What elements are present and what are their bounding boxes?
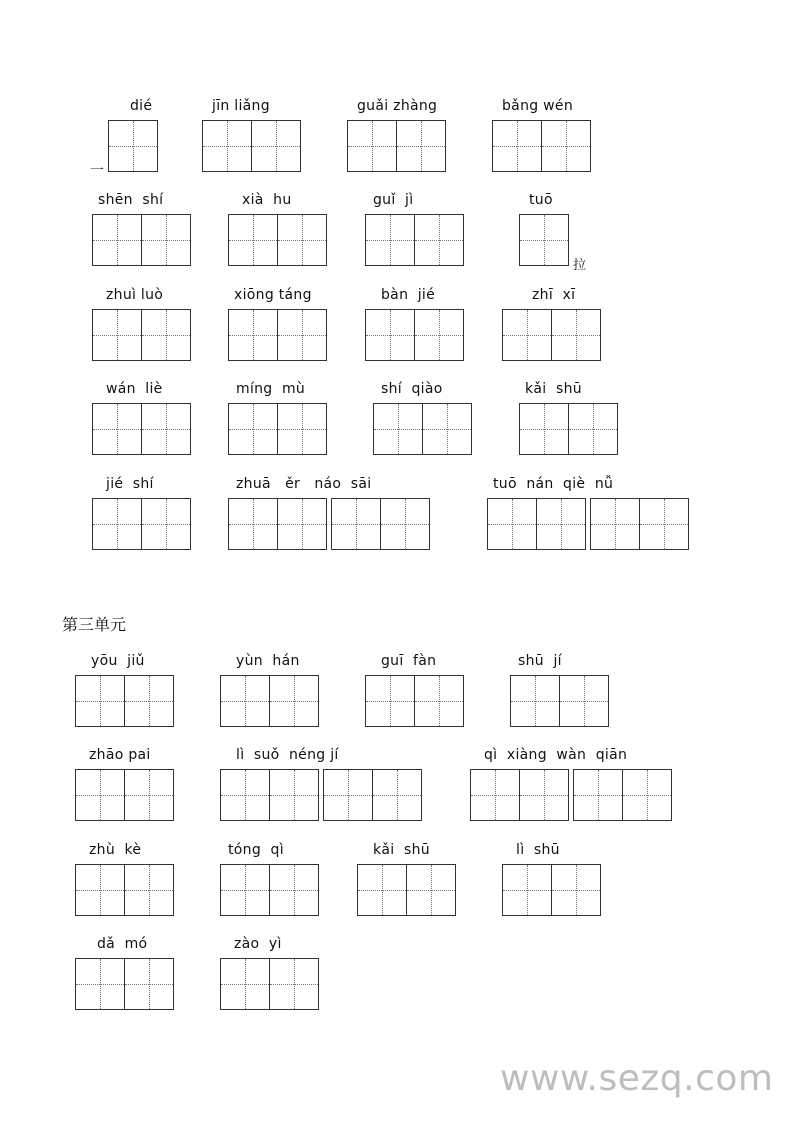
- tianzige-cell[interactable]: [568, 403, 618, 455]
- writing-grid: [228, 309, 327, 361]
- watermark: www.sezq.com: [500, 1058, 774, 1099]
- pinyin-label: bǎng wén: [502, 98, 574, 114]
- writing-grid: [470, 769, 672, 821]
- tianzige-cell[interactable]: [228, 403, 278, 455]
- tianzige-cell[interactable]: [228, 498, 278, 550]
- writing-grid: [487, 498, 689, 550]
- pinyin-label: zhuì luò: [106, 287, 164, 303]
- tianzige-cell[interactable]: [414, 675, 464, 727]
- pinyin-label: xià hu: [242, 192, 292, 208]
- tianzige-cell[interactable]: [124, 675, 174, 727]
- pinyin-label: jīn liǎng: [212, 98, 270, 114]
- writing-grid: [75, 769, 174, 821]
- tianzige-cell[interactable]: [639, 498, 689, 550]
- tianzige-cell[interactable]: [380, 498, 430, 550]
- tianzige-cell[interactable]: [510, 675, 560, 727]
- writing-grid: [519, 214, 569, 266]
- pinyin-label: zào yì: [234, 936, 282, 952]
- pinyin-label: qì xiàng wàn qiān: [484, 747, 628, 763]
- pinyin-label: lì suǒ néng jí: [236, 747, 339, 763]
- tianzige-cell[interactable]: [202, 120, 252, 172]
- pinyin-label: guǐ jì: [373, 192, 414, 208]
- tianzige-cell[interactable]: [414, 309, 464, 361]
- tianzige-cell[interactable]: [124, 958, 174, 1010]
- tianzige-cell[interactable]: [124, 769, 174, 821]
- writing-grid: [228, 403, 327, 455]
- tianzige-cell[interactable]: [357, 864, 407, 916]
- tianzige-cell[interactable]: [347, 120, 397, 172]
- writing-grid: [347, 120, 446, 172]
- pinyin-label: jié shí: [106, 476, 154, 492]
- pinyin-label: shū jí: [518, 653, 562, 669]
- pinyin-label: tuō nán qiè nǚ: [493, 476, 614, 492]
- pinyin-label: lì shū: [516, 842, 560, 858]
- tianzige-cell[interactable]: [372, 769, 422, 821]
- writing-grid: [365, 214, 464, 266]
- tianzige-cell[interactable]: [422, 403, 472, 455]
- tianzige-cell[interactable]: [251, 120, 301, 172]
- tianzige-cell[interactable]: [220, 675, 270, 727]
- pinyin-label: zhù kè: [89, 842, 142, 858]
- writing-grid: [92, 498, 191, 550]
- tianzige-cell[interactable]: [551, 864, 601, 916]
- pinyin-label: tuō: [529, 192, 553, 208]
- pinyin-label: guī fàn: [381, 653, 437, 669]
- tianzige-cell[interactable]: [269, 864, 319, 916]
- writing-grid: [92, 214, 191, 266]
- tianzige-cell[interactable]: [92, 309, 142, 361]
- tianzige-cell[interactable]: [277, 403, 327, 455]
- tianzige-cell[interactable]: [108, 120, 158, 172]
- writing-grid: [365, 309, 464, 361]
- tianzige-cell[interactable]: [141, 309, 191, 361]
- writing-grid: [228, 214, 327, 266]
- writing-grid: [220, 675, 319, 727]
- tianzige-cell[interactable]: [220, 864, 270, 916]
- pinyin-label: wán liè: [106, 381, 163, 397]
- pinyin-label: xiōng táng: [234, 287, 312, 303]
- tianzige-cell[interactable]: [269, 958, 319, 1010]
- tianzige-cell[interactable]: [365, 309, 415, 361]
- pinyin-label: míng mù: [236, 381, 306, 397]
- writing-grid: [365, 675, 464, 727]
- tianzige-cell[interactable]: [323, 769, 373, 821]
- writing-grid: [202, 120, 301, 172]
- tianzige-cell[interactable]: [331, 498, 381, 550]
- tianzige-cell[interactable]: [228, 214, 278, 266]
- pinyin-label: kǎi shū: [373, 842, 430, 858]
- tianzige-cell[interactable]: [75, 864, 125, 916]
- tianzige-cell[interactable]: [220, 769, 270, 821]
- tianzige-cell[interactable]: [502, 864, 552, 916]
- tianzige-cell[interactable]: [277, 498, 327, 550]
- writing-grid: [75, 864, 174, 916]
- tianzige-cell[interactable]: [536, 498, 586, 550]
- tianzige-cell[interactable]: [277, 309, 327, 361]
- pinyin-label: bàn jié: [381, 287, 436, 303]
- tianzige-cell[interactable]: [141, 498, 191, 550]
- margin-mark-la: 拉: [573, 258, 587, 273]
- pinyin-label: zhuā ěr náo sāi: [236, 476, 372, 492]
- tianzige-cell[interactable]: [590, 498, 640, 550]
- tianzige-cell[interactable]: [141, 214, 191, 266]
- tianzige-cell[interactable]: [75, 769, 125, 821]
- tianzige-cell[interactable]: [519, 214, 569, 266]
- tianzige-cell[interactable]: [502, 309, 552, 361]
- writing-grid: [502, 309, 601, 361]
- tianzige-cell[interactable]: [559, 675, 609, 727]
- tianzige-cell[interactable]: [365, 675, 415, 727]
- writing-grid: [108, 120, 158, 172]
- tianzige-cell[interactable]: [228, 309, 278, 361]
- pinyin-label: dǎ mó: [97, 936, 148, 952]
- tianzige-cell[interactable]: [573, 769, 623, 821]
- tianzige-cell[interactable]: [75, 675, 125, 727]
- pinyin-label: shí qiào: [381, 381, 443, 397]
- writing-grid: [228, 498, 430, 550]
- tianzige-cell[interactable]: [541, 120, 591, 172]
- margin-mark-dash: 一: [90, 163, 104, 179]
- writing-grid: [357, 864, 456, 916]
- tianzige-cell[interactable]: [373, 403, 423, 455]
- tianzige-cell[interactable]: [406, 864, 456, 916]
- tianzige-cell[interactable]: [519, 403, 569, 455]
- pinyin-label: yùn hán: [236, 653, 300, 669]
- pinyin-label: kǎi shū: [525, 381, 582, 397]
- writing-grid: [92, 403, 191, 455]
- writing-grid: [220, 864, 319, 916]
- pinyin-label: guǎi zhàng: [357, 98, 438, 114]
- writing-grid: [373, 403, 472, 455]
- tianzige-cell[interactable]: [414, 214, 464, 266]
- tianzige-cell[interactable]: [277, 214, 327, 266]
- pinyin-label: yōu jiǔ: [91, 653, 145, 669]
- writing-grid: [519, 403, 618, 455]
- tianzige-cell[interactable]: [141, 403, 191, 455]
- tianzige-cell[interactable]: [551, 309, 601, 361]
- tianzige-cell[interactable]: [75, 958, 125, 1010]
- tianzige-cell[interactable]: [124, 864, 174, 916]
- tianzige-cell[interactable]: [269, 769, 319, 821]
- tianzige-cell[interactable]: [519, 769, 569, 821]
- pinyin-label: shēn shí: [98, 192, 164, 208]
- tianzige-cell[interactable]: [92, 214, 142, 266]
- tianzige-cell[interactable]: [92, 498, 142, 550]
- tianzige-cell[interactable]: [470, 769, 520, 821]
- writing-grid: [502, 864, 601, 916]
- writing-grid: [92, 309, 191, 361]
- pinyin-label: dié: [130, 98, 153, 114]
- tianzige-cell[interactable]: [269, 675, 319, 727]
- tianzige-cell[interactable]: [622, 769, 672, 821]
- writing-grid: [510, 675, 609, 727]
- writing-grid: [220, 769, 422, 821]
- pinyin-label: tóng qì: [228, 842, 284, 858]
- section-title: 第三单元: [62, 615, 127, 634]
- tianzige-cell[interactable]: [365, 214, 415, 266]
- writing-grid: [492, 120, 591, 172]
- tianzige-cell[interactable]: [396, 120, 446, 172]
- tianzige-cell[interactable]: [220, 958, 270, 1010]
- tianzige-cell[interactable]: [92, 403, 142, 455]
- pinyin-label: zhāo pai: [89, 747, 151, 763]
- writing-grid: [75, 958, 174, 1010]
- tianzige-cell[interactable]: [492, 120, 542, 172]
- writing-grid: [220, 958, 319, 1010]
- writing-grid: [75, 675, 174, 727]
- tianzige-cell[interactable]: [487, 498, 537, 550]
- pinyin-label: zhī xī: [532, 287, 576, 303]
